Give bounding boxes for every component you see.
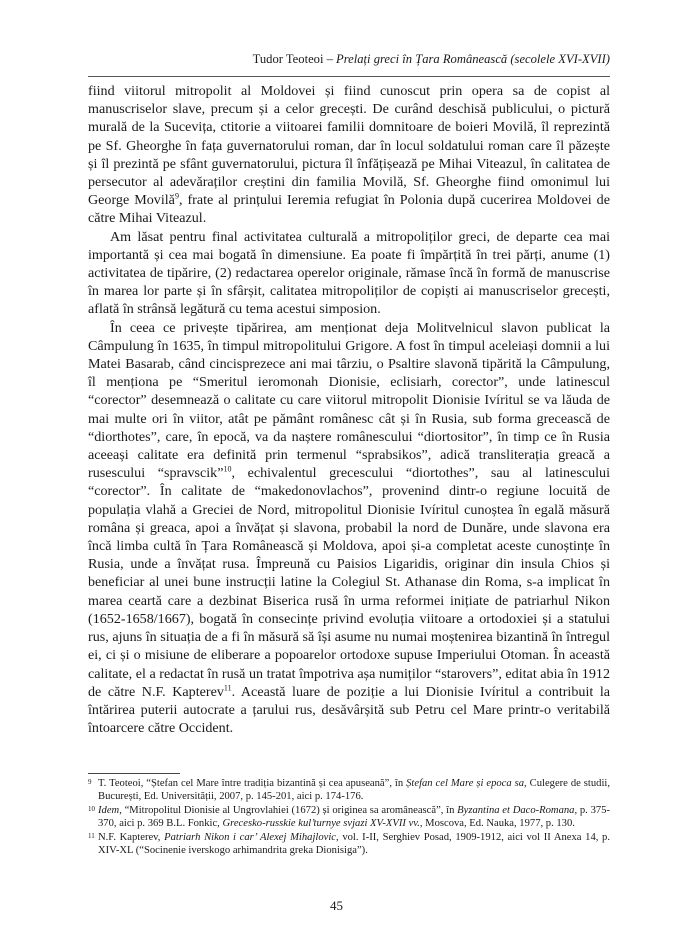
footnote-ref[interactable]: 9 <box>174 191 179 201</box>
running-header <box>88 50 610 68</box>
footnote-text-part: , vol. I-II, Serghiev Posad, 1909-1912, aici vol II Anexa 14, p. XIV-XL (“Socinenie iverskogo arhimandrita greka Dionisiga”). <box>98 831 611 857</box>
paragraph-text: , echivalentul grecescului “diortothes”, sau al latinescului “corector”. În calitate de “makedonovlachos”, provenind dintr-o regiune locuită de populația vlahă a Greciei de Nord, mitropolitul Dionisie Ivíritul cunoștea în egală măsură româna și greaca, apoi a învățat și slavona, probabil la nord de Dunăre, unde slavona era încă limba cultă în Țara Românească și Moldova, apoi și-a completat aceste cunoștințe în Rusia, unde a învățat rusa. Împreună cu Paisios Ligaridis, originar din insula Chios și beneficiar al unei bune instrucții latine la Colegiul St. Athanase din Roma, s-a implicat în marea ceartă care a dezbinat Biserica rusă în urma reformei inițiate de patriarhul Nikon (1652-1658/1667), bogată în consecințe privind evoluția viitoare a ortodoxiei și a statului rus, ajuns în situația de a fi în măsură să își asume nu numai moștenirea bizantină în întregul ei, ci și o misiune de eliberare a popoarelor ortodoxe supuse Imperiului Otoman. În această calitate, el a redactat în rusă un tratat împotriva așa numiților “starovers”, editat abia în 1912 de către N.F. Kapterev <box>88 465 610 700</box>
paragraph-text: Am lăsat pentru final activitatea culturală a mitropoliților greci, de departe cea mai importantă și cea mai bogată în dimensiune. Ea poate fi împărțită în trei părți, anume (1) activitatea de tipărire, (2) redactarea operelor originale, rămase încă în formă de manuscrise în marea lor parte și în sfârșit, calitatea mitropoliților de copiști ai manuscriselor grecești, aflată în strânsă legătură cu tema acestui simposion. <box>88 228 610 318</box>
body-text <box>88 82 610 737</box>
header-rule <box>88 76 610 77</box>
footnote-text-part: Patriarh Nikon i car’ Alexej Mihajlovic <box>164 831 337 843</box>
footnote <box>88 804 610 831</box>
footnote <box>88 777 610 804</box>
header-title: Prelați greci în Țara Românească (secolele XVI-XVII) <box>336 52 610 66</box>
footnote-number: 9 <box>88 778 92 786</box>
footnote-ref[interactable]: 10 <box>223 464 232 474</box>
footnote-text-part: N.F. Kapterev, <box>98 831 165 843</box>
footnote-text <box>98 777 610 804</box>
footnote-text-part: , p. 375-370, aici p. 369 B.L. Fonkic, <box>98 804 610 830</box>
paragraph-text: fiind viitorul mitropolit al Moldovei și fiind cunoscut prin opera sa de copist al manuscriselor slave, precum și a celor grecești. De curând deschisă publicului, o pictură murală de la Sucevița, ctitorie a viitoarei familii domnitoare de boieri Movilă, îl reprezintă pe Sf. Gheorghe în fața guvernatorului roman, dar în locul soldatului roman care îl păzește și îl prezintă pe sfânt guvernatorului, pictura îl înfățișează pe Mihai Viteazul, în calitatea de persecutor al adevăraților creștini din familia Movilă, Sf. Gheorghe fiind omonimul lui George Movilă <box>88 83 610 209</box>
footnote-text-part: Byzantina et Daco-Romana <box>457 804 575 816</box>
footnote-text <box>98 831 610 858</box>
page-number: 45 <box>330 898 343 913</box>
paragraph <box>88 319 610 738</box>
footnote-number: 11 <box>88 831 95 840</box>
footnote-text-part: , Moscova, Ed. Nauka, 1977, p. 130. <box>419 818 575 830</box>
paragraph-text: , frate al prințului Ieremia refugiat în Polonia după cucerirea Moldovei de către Mihai Viteazul. <box>88 192 610 227</box>
footnote-rule <box>88 773 180 774</box>
footnote-text-part: Ștefan cel Mare și epoca sa <box>406 778 525 789</box>
footnote-text-part: Idem <box>98 804 120 816</box>
paragraph-text: În ceea ce privește tipărirea, am menționat deja Molitvelnicul slavon publicat la Câmpulung în 1635, în timpul mitropolitului Grigore. A fost în timpul aceleiași domnii a lui Matei Basarab, când cincisprezece ani mai târziu, o Psaltire slavonă tipărită la Câmpulung, îl menționa pe “Smeritul ieromonah Dionisie, eclisiarh, corector”, unde latinescul “corector” desemnează o calitate cu care viitorul mitropolit Dionisie Ivíritul se va lăuda de mai multe ori în viitor, atât pe pământ românesc cât și în Rusia, sub forma grecească de “diorthotes”, care, în epocă, va da naștere românescului “diortositor”, în timp ce în Rusia aceeași calitate era definită prin termenul “sprabsikos”, adică transliterația greacă a rusescului “spravscik” <box>88 319 610 482</box>
paragraph <box>88 82 610 228</box>
footnote <box>88 831 610 858</box>
footnote-text-part: , Culegere de studii, București, Ed. Universității, 2007, p. 145-201, aici p. 174-176. <box>98 778 610 803</box>
footnote-text-part: Grecesko-russkie kul’turnye svjazi XV-XVII vv. <box>222 818 420 830</box>
footnote-text-part: T. Teoteoi, “Ștefan cel Mare între tradiția bizantină și cea apuseană”, în <box>98 778 407 789</box>
paragraph <box>88 228 610 319</box>
paragraph-text: . Această luare de poziție a lui Dionisie Ivíritul a contribuit la întărirea puterii autocrate a țarului rus, desăvârșită sub Petru cel Mare printr-o veritabilă întoarcere către Occident. <box>88 683 610 737</box>
footnote-ref[interactable]: 11 <box>223 683 232 693</box>
header-author: Tudor Teoteoi – <box>252 52 337 66</box>
footnote-text <box>98 804 610 831</box>
footnotes <box>88 777 610 857</box>
footnote-number: 10 <box>88 804 95 813</box>
footnote-text-part: , “Mitropolitul Dionisie al Ungrovlahiei (1672) și originea sa aromânească”, în <box>119 804 458 816</box>
